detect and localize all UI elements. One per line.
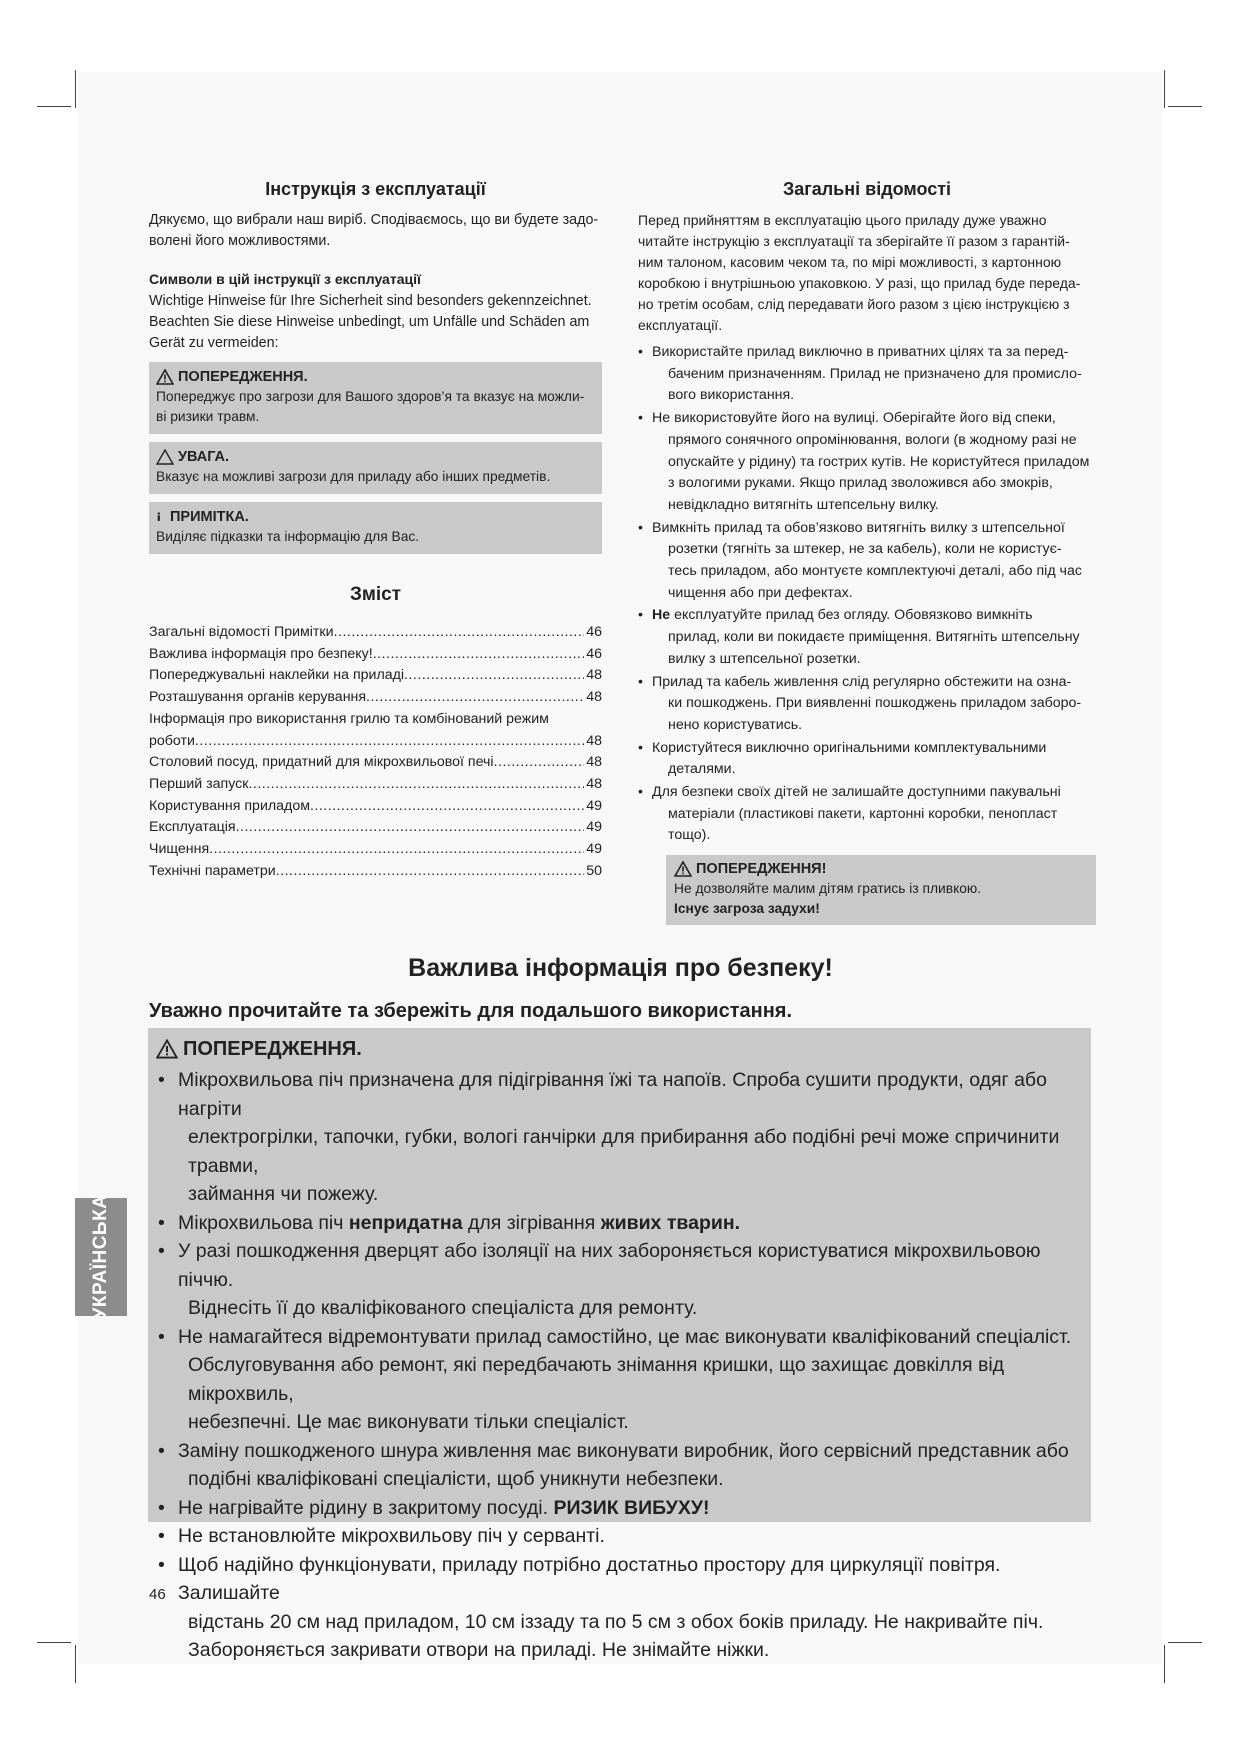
crop-mark	[75, 70, 76, 108]
left-column	[149, 178, 602, 882]
crop-mark	[1164, 1645, 1165, 1683]
toc-entry[interactable]: Перший запуск ..... 48	[149, 774, 602, 796]
safety-list	[156, 1066, 1083, 1665]
symbols-text	[149, 291, 602, 354]
list-item: • У разі пошкодження дверцят або ізоляції на них забороняється користуватися мікрохвильовою піччю. Віднесіть її до кваліфікованого спеціаліста для ремонту.	[156, 1237, 1083, 1323]
notice-line: Попереджує про загрози для Вашого здоров’я та вказує на можли-	[156, 389, 585, 404]
notice-caution	[149, 442, 602, 494]
list-item: • Вимкніть прилад та обов’язково витягніть вилку з штепсельної розетки (тягніть за штекер, не за кабель), коли не користує- тесь приладом, або монтуєте комплектуючі деталі, або під час чищення або при дефектах.	[638, 518, 1096, 605]
toc-entry[interactable]: Столовий посуд, придатний для мікрохвильової печі ..... 48	[149, 752, 602, 774]
notice-warning	[149, 362, 602, 434]
list-item: • Щоб надійно функціонувати, приладу потрібно достатньо простору для циркуляції повітря. Залишайте відстань 20 см над приладом, 10 см іззаду та по 5 см з обох боків приладу. Не накривайте піч. Забороняється закривати отвори на приладі. Не знімайте ніжки.	[156, 1551, 1083, 1665]
toc-entry[interactable]: Загальні відомості Примітки ..... 46	[149, 622, 602, 644]
toc-entry[interactable]: Технічні параметри ..... 50	[149, 861, 602, 883]
crop-mark	[1168, 106, 1202, 107]
notice-title: ПОПЕРЕДЖЕННЯ!	[696, 861, 827, 878]
intro-text	[149, 210, 602, 252]
symbols-line: Wichtige Hinweise für Ihre Sicherheit sind besonders gekennzeichnet.	[149, 293, 592, 309]
list-item: • Мікрохвильова піч непридатна для зігрівання живих тварин.	[156, 1209, 1083, 1238]
language-label: УКРАЇНСЬКА	[90, 1194, 111, 1320]
toc-entry[interactable]: Попереджувальні наклейки на приладі ..... 48	[149, 665, 602, 687]
list-item: • Не намагайтеся відремонтувати прилад самостійно, це має виконувати кваліфікований спеціаліст. Обслуговування або ремонт, які передбачають знімання кришки, що захищає довкілля від мікрохвиль, небезпечні. Це має виконувати тільки спеціаліст.	[156, 1323, 1083, 1437]
warning-triangle-filled-icon	[674, 861, 692, 877]
toc-title: Зміст	[349, 584, 402, 605]
list-item: • Не використовуйте його на вулиці. Оберігайте його від спеки, прямого сонячного опромінювання, вологи (в жодному разі не опускайте у рідину) та гострих кутів. Не користуйтеся приладом з вологими руками. Якщо прилад зволожився або змокрів, невідкладно витягніть штепсельну вилку.	[638, 408, 1096, 517]
list-item: • Користуйтеся виключно оригінальними комплектувальними деталями.	[638, 738, 1096, 781]
general-bullets	[638, 342, 1096, 847]
symbols-line: Beachten Sie diese Hinweise unbedingt, um Unfälle und Schäden am	[149, 314, 590, 330]
list-item: • Для безпеки своїх дітей не залишайте доступними пакувальні матеріали (пластикові пакети, картонні коробки, пенопласт тощо).	[638, 782, 1096, 847]
notice-title: УВАГА.	[178, 449, 230, 465]
toc-entry[interactable]: Інформація про використання грилю та комбінований режим роботи ..... 48	[149, 709, 602, 752]
list-item: • Мікрохвильова піч призначена для підігрівання їжі та напоїв. Спроба сушити продукти, одяг або нагріти електрогрілки, тапочки, губки, вологі ганчірки для прибирання або подібні речі може спричинити травми, займання чи пожежу.	[156, 1066, 1083, 1209]
language-side-tab	[75, 1194, 127, 1320]
notice-line: Виділяє підказки та інформацію для Вас.	[156, 529, 420, 544]
toc-entry[interactable]: Чищення ..... 49	[149, 839, 602, 861]
notice-line: Не дозволяйте малим дітям гратись із пливкою.	[674, 881, 982, 897]
instructions-title: Інструкція з експлуатації	[265, 179, 486, 199]
symbols-heading: Символи в цій інструкції з експлуатації	[149, 271, 421, 287]
general-intro: Перед прийняттям в експлуатацію цього приладу дуже уважно читайте інструкцію з експлуатації та зберігайте її разом з гарантій- ним талоном, касовим чеком та, по мірі можливості, з картонною коробкою і внутрішньою упаковкою. У разі, що прилад буде переда- но третім особам, слід передавати його разом з цією інструкцією з експлуатації.	[638, 212, 1081, 333]
warning-triangle-filled-icon	[156, 369, 174, 385]
safety-warning-title: ПОПЕРЕДЖЕННЯ.	[183, 1038, 362, 1060]
toc-entry[interactable]: Важлива інформація про безпеку! ..... 46	[149, 644, 602, 666]
toc-entry[interactable]: Експлуатація ..... 49	[149, 817, 602, 839]
notice-suffocation	[666, 855, 1096, 925]
intro-line: Дякуємо, що вибрали наш виріб. Сподіваємось, що ви будете задо-	[149, 212, 599, 228]
warning-triangle-outline-icon	[156, 449, 174, 465]
crop-mark	[75, 1645, 76, 1683]
notice-line: Існує загроза задухи!	[674, 901, 820, 917]
notice-line: ві ризики травм.	[156, 409, 260, 424]
general-info-title: Загальні відомості	[782, 179, 952, 199]
page-number: 46	[149, 1586, 166, 1603]
crop-mark	[37, 1642, 71, 1643]
list-item: • Не встановлюйте мікрохвильову піч у серванті.	[156, 1522, 1083, 1551]
list-item: • Не нагрівайте рідину в закритому посуді. РИЗИК ВИБУХУ!	[156, 1494, 1083, 1523]
notice-note	[149, 502, 602, 554]
crop-mark	[1168, 1642, 1202, 1643]
toc-entry[interactable]: Користування приладом ..... 49	[149, 796, 602, 818]
info-icon	[156, 509, 166, 525]
safety-title: Важлива інформація про безпеку!	[408, 954, 833, 982]
list-item: • Використайте прилад виключно в приватних цілях та за перед- баченим призначенням. Прилад не призначено для промисло- вого використання.	[638, 342, 1096, 407]
notice-line: Вказує на можливі загрози для приладу або інших предметів.	[156, 469, 551, 484]
safety-subtitle: Уважно прочитайте та збережіть для подальшого використання.	[149, 1000, 793, 1022]
list-item: • Прилад та кабель живлення слід регулярно обстежити на озна- ки пошкоджень. При виявленні пошкоджень приладом заборо- нено користуватись.	[638, 672, 1096, 737]
notice-title: ПОПЕРЕДЖЕННЯ.	[178, 369, 308, 385]
list-item: • Не експлуатуйте прилад без огляду. Обовязково вимкніть прилад, коли ви покидаєте приміщення. Витягніть штепсельну вилку з штепсельної розетки.	[638, 605, 1096, 670]
table-of-contents	[149, 622, 602, 882]
intro-line: волені його можливостями.	[149, 233, 331, 249]
toc-entry[interactable]: Розташування органів керування ..... 48	[149, 687, 602, 709]
crop-mark	[37, 106, 71, 107]
list-item: • Заміну пошкодженого шнура живлення має виконувати виробник, його сервісний представник або подібні кваліфіковані спеціалісти, щоб уникнути небезпеки.	[156, 1437, 1083, 1494]
right-column	[638, 178, 1096, 925]
crop-mark	[1164, 70, 1165, 108]
warning-triangle-filled-icon	[156, 1039, 178, 1059]
symbols-line: Gerät zu vermeiden:	[149, 335, 279, 351]
notice-title: ПРИМІТКА.	[170, 509, 249, 525]
